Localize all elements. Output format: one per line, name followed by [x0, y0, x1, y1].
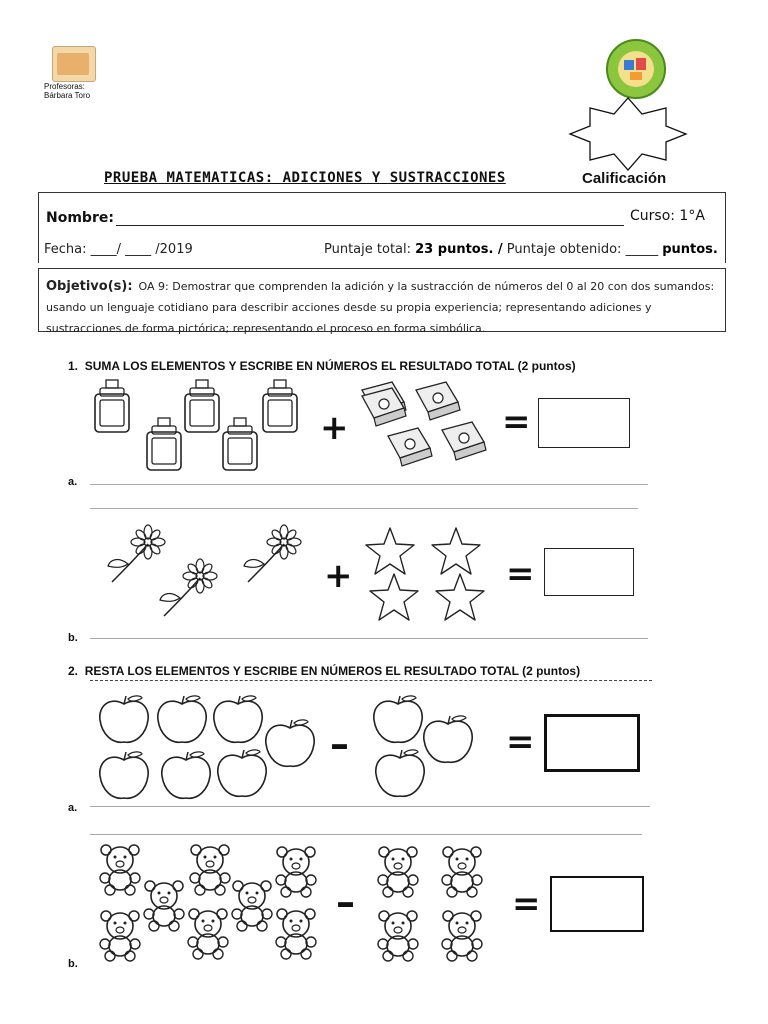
star-icon — [366, 528, 414, 574]
program-seal-icon — [604, 38, 668, 100]
flower-group — [104, 520, 316, 618]
question-1-text: SUMA LOS ELEMENTOS Y ESCRIBE EN NÚMEROS EL RESULTADO TOTAL (2 puntos) — [84, 359, 576, 373]
flower-icon — [108, 525, 165, 582]
equals-sign: = — [506, 554, 535, 594]
apple-icon — [100, 752, 148, 798]
apple-group — [98, 694, 438, 800]
sharpener-group — [362, 382, 492, 474]
teddy-bear-group — [98, 844, 498, 964]
star-icon — [370, 574, 418, 620]
teddy-bear-icon — [378, 911, 418, 961]
answer-box-2a[interactable] — [544, 714, 640, 772]
apple-icon — [100, 696, 148, 742]
question-2-title — [68, 664, 580, 678]
teddy-bear-icon — [188, 909, 228, 959]
objective-body: OA 9: Demostrar que comprenden la adición y la sustracción de números del 0 al 20 con dos sumandos: usando un lenguaje cotidiano para describir acciones desde su propia experiencia; representando adiciones y sustracciones de forma pictórica; representando el proceso en forma simbólica. — [46, 280, 715, 335]
answer-box-1a[interactable] — [538, 398, 630, 448]
divider — [90, 834, 642, 835]
grade-label: Calificación — [582, 170, 667, 187]
apple-icon — [214, 696, 262, 742]
answer-box-2b[interactable] — [550, 876, 644, 932]
minus-sign: – — [336, 880, 355, 924]
teddy-bear-icon — [442, 847, 482, 897]
question-1-title — [68, 359, 576, 373]
pencil-sharpener-icon — [442, 422, 486, 460]
apple-icon — [218, 750, 266, 796]
item-label-2b: b. — [68, 958, 78, 970]
obtained-label[interactable]: Puntaje obtenido: _____ — [502, 242, 663, 257]
question-2-text: RESTA LOS ELEMENTOS Y ESCRIBE EN NÚMEROS EL RESULTADO TOTAL (2 puntos) — [84, 664, 581, 678]
objective-label: Objetivo(s): — [46, 279, 133, 294]
dashed-divider — [90, 680, 652, 681]
glue-bottle-icon — [147, 418, 181, 470]
teddy-bear-icon — [232, 881, 272, 931]
apple-icon — [374, 696, 422, 742]
page-title: PRUEBA MATEMATICAS: ADICIONES Y SUSTRACCIONES — [104, 170, 506, 186]
total-value: 23 puntos. / — [415, 242, 503, 257]
equals-sign: = — [506, 722, 535, 762]
teddy-bear-icon — [100, 845, 140, 895]
glue-bottle-icon — [95, 380, 129, 432]
answer-box-1b[interactable] — [544, 548, 634, 596]
teddy-bear-icon — [190, 845, 230, 895]
date-field[interactable]: Fecha: ____/ ____ /2019 — [44, 242, 193, 257]
teddy-bear-icon — [276, 847, 316, 897]
item-label-2a: a. — [68, 802, 78, 814]
divider — [90, 484, 648, 485]
glue-bottle-icon — [263, 380, 297, 432]
score-line — [324, 242, 718, 257]
grade-star-icon — [568, 96, 688, 172]
course-label: Curso: 1°A — [630, 208, 705, 224]
item-label-1a: a. — [68, 476, 78, 488]
star-icon — [432, 528, 480, 574]
teddy-bear-icon — [144, 881, 184, 931]
plus-sign: + — [324, 556, 353, 596]
apple-icon — [376, 750, 424, 796]
pencil-sharpener-icon — [416, 382, 460, 420]
apple-icon — [158, 696, 206, 742]
total-label: Puntaje total: — [324, 242, 416, 257]
glue-bottle-icon — [223, 418, 257, 470]
question-1-number: 1. — [68, 359, 79, 373]
star-group — [366, 528, 490, 620]
flower-icon — [244, 525, 301, 582]
star-icon — [436, 574, 484, 620]
name-label: Nombre: — [46, 210, 114, 226]
pencil-sharpener-icon — [388, 428, 432, 466]
item-label-1b: b. — [68, 632, 78, 644]
name-field[interactable] — [116, 225, 624, 226]
teddy-bear-icon — [378, 847, 418, 897]
obtained-unit: puntos. — [662, 242, 718, 257]
teddy-bear-icon — [442, 911, 482, 961]
equals-sign: = — [512, 884, 541, 924]
apple-icon — [266, 720, 314, 766]
plus-sign: + — [320, 408, 349, 448]
equals-sign: = — [502, 402, 531, 442]
profesoras-label: Profesoras: — [44, 82, 85, 91]
glue-bottle-group — [100, 380, 300, 480]
glue-bottle-icon — [185, 380, 219, 432]
flower-icon — [160, 559, 217, 616]
teddy-bear-icon — [100, 911, 140, 961]
apple-icon — [162, 752, 210, 798]
apple-icon — [424, 716, 472, 762]
divider — [90, 806, 650, 807]
divider — [90, 638, 648, 639]
teacher-name: Bárbara Toro — [44, 91, 91, 100]
teacher-block — [44, 82, 90, 100]
objective-text — [46, 276, 716, 339]
minus-sign: – — [330, 722, 349, 766]
teddy-bear-icon — [276, 909, 316, 959]
divider — [90, 508, 638, 509]
question-2-number: 2. — [68, 664, 79, 678]
school-logo — [52, 46, 96, 82]
